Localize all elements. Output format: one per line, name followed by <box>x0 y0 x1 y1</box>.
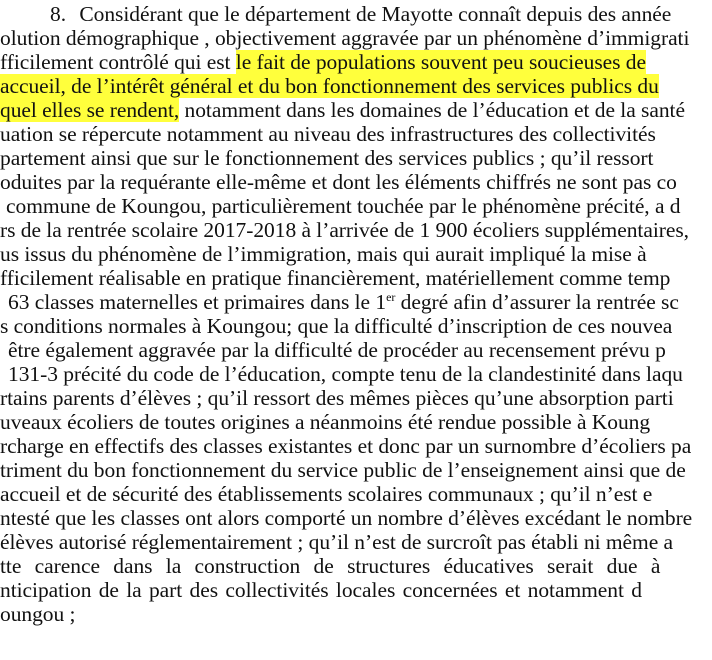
text-line <box>0 26 689 50</box>
line-text: oduites par la requérante elle-même et dont les éléments chiffrés ne sont pas co <box>0 170 677 194</box>
line-text: notamment dans les domaines de l’éducation et de la santé <box>179 98 685 122</box>
line-text: oungou ; <box>0 602 76 626</box>
line-text: s conditions normales à Koungou; que la difficulté d’inscription de ces nouvea <box>0 314 673 338</box>
text-line <box>0 122 656 146</box>
line-text: tte carence dans la construction de structures éducatives serait due à <box>0 554 661 578</box>
text-line <box>6 194 680 218</box>
line-text: 63 classes maternelles et primaires dans le 1 <box>8 290 387 314</box>
text-line <box>0 554 660 578</box>
text-line <box>0 314 672 338</box>
line-text: degré afin d’assurer la rentrée sc <box>395 290 679 314</box>
line-text: us issus du phénomène de l’immigration, mais qui aurait impliqué la mise à <box>0 242 647 266</box>
line-text: rs de la rentrée scolaire 2017-2018 à l’arrivée de 1 900 écoliers supplémentaires, <box>0 218 689 242</box>
text-line <box>8 290 679 314</box>
superscript: er <box>386 290 396 304</box>
line-text: accueil et de sécurité des établissements scolaires communaux ; qu’il n’est e <box>0 482 653 506</box>
line-text: nticipation de la part des collectivités locales concernées et notamment d <box>0 578 642 602</box>
text-line <box>0 146 653 170</box>
text-line <box>0 410 650 434</box>
line-text: rcharge en effectifs des classes existantes et donc par un surnombre d’écoliers pa <box>0 434 692 458</box>
highlighted-text: accueil, de l’intérêt général et du bon fonctionnement des services publics du <box>0 74 659 98</box>
line-text: élèves autorisé réglementairement ; qu’il n’est de surcroît pas établi ni même a <box>0 530 673 554</box>
paragraph-number: 8. <box>50 2 67 26</box>
line-text: commune de Koungou, particulièrement touchée par le phénomène précité, a d <box>6 194 681 218</box>
line-text: uation se répercute notamment au niveau des infrastructures des collectivités <box>0 122 656 146</box>
line-text: Considérant que le département de Mayotte connaît depuis des année <box>79 2 672 26</box>
text-line <box>0 602 75 626</box>
highlighted-text: quel elles se rendent, <box>0 98 180 122</box>
line-text: ntesté que les classes ont alors comporté un nombre d’élèves excédant le nombre <box>0 506 693 530</box>
line-text: 131-3 précité du code de l’éducation, compte tenu de la clandestinité dans laqu <box>8 362 683 386</box>
line-text: fficilement réalisable en pratique financièrement, matériellement comme temp <box>0 266 671 290</box>
text-line <box>0 482 652 506</box>
text-line <box>0 578 642 602</box>
text-line <box>50 2 671 26</box>
text-line <box>0 74 659 98</box>
text-line <box>0 386 674 410</box>
line-text: être également aggravée par la difficulté de procéder au recensement prévu p <box>8 338 666 362</box>
text-line <box>0 434 691 458</box>
line-text: triment du bon fonctionnement du service public de l’enseignement ainsi que de <box>0 458 686 482</box>
line-text: uveaux écoliers de toutes origines a néanmoins été rendue possible à Koung <box>0 410 651 434</box>
text-line <box>0 506 692 530</box>
line-text: olution démographique , objectivement aggravée par un phénomène d’immigrati <box>0 26 690 50</box>
text-line <box>0 458 686 482</box>
text-line <box>0 50 646 74</box>
line-text: partement ainsi que sur le fonctionnement des services publics ; qu’il ressort <box>0 146 654 170</box>
text-line <box>8 338 666 362</box>
text-line <box>0 98 685 122</box>
text-line <box>0 170 677 194</box>
text-line <box>0 242 647 266</box>
text-line <box>0 530 673 554</box>
text-line <box>0 266 670 290</box>
text-line <box>8 362 683 386</box>
highlighted-text: le fait de populations souvent peu soucieuses de <box>235 50 646 74</box>
line-text: rtains parents d’élèves ; qu’il ressort des mêmes pièces qu’une absorption parti <box>0 386 674 410</box>
line-text: fficilement contrôlé qui est <box>0 50 236 74</box>
text-line <box>0 218 689 242</box>
